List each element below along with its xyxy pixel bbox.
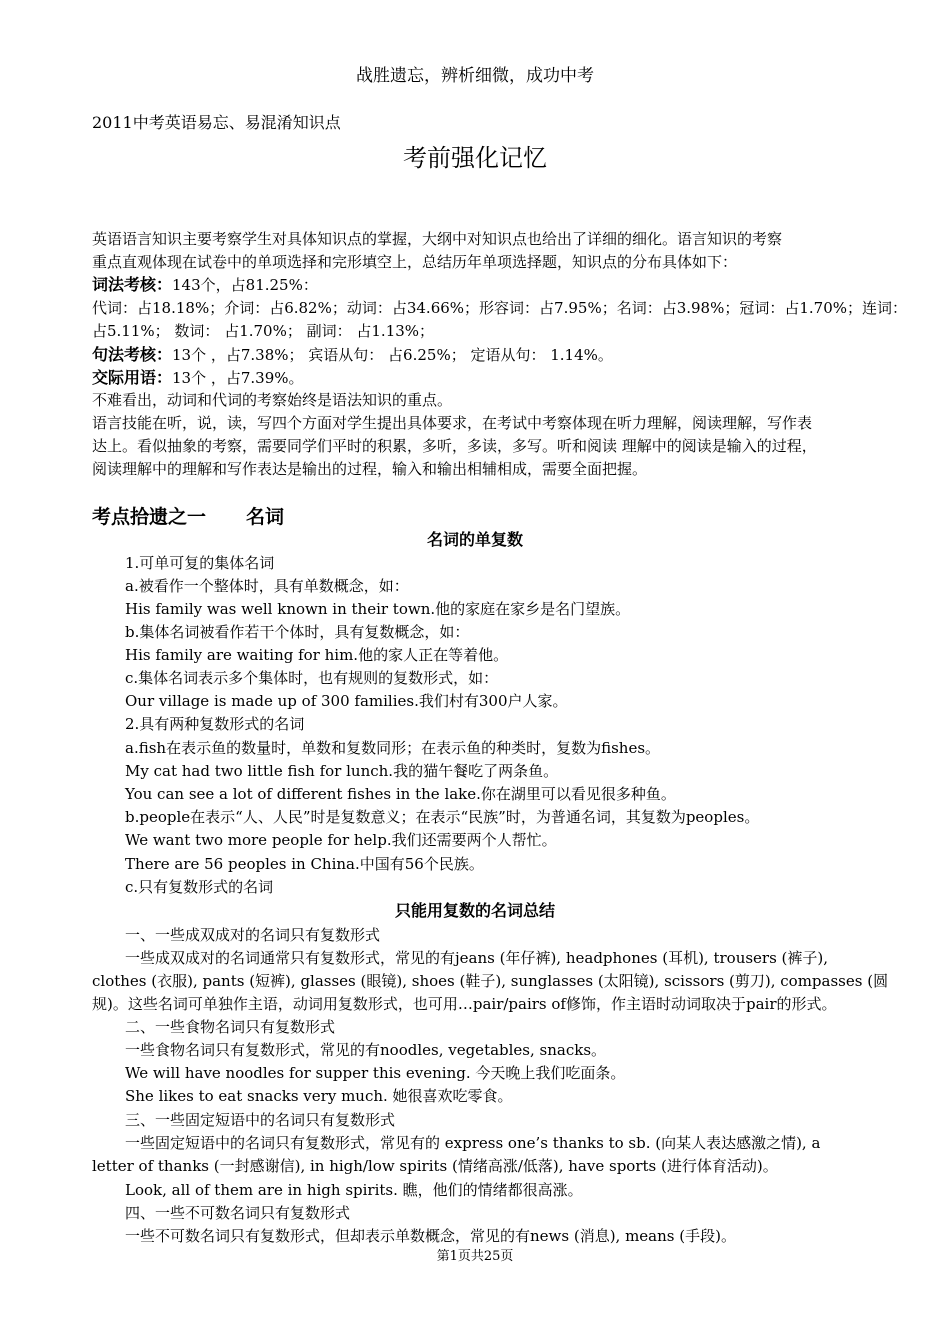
body-line: We want two more people for help.我们还需要两个人帮忙。	[125, 831, 557, 849]
intro-line: 英语语言知识主要考察学生对具体知识点的掌握，大纲中对知识点也给出了详细的细化。语言知识的考察	[92, 230, 783, 248]
body-line: We will have noodles for supper this evening. 今天晚上我们吃面条。	[125, 1064, 626, 1082]
body-line: a.被看作一个整体时，具有单数概念，如：	[125, 577, 409, 595]
body-line: You can see a lot of different fishes in the lake.你在湖里可以看见很多种鱼。	[125, 785, 676, 803]
page-header: 战胜遗忘，辨析细微，成功中考	[356, 66, 594, 86]
body-line: 1.可单可复的集体名词	[125, 554, 275, 572]
jiaoji-text: 13个 ，占7.39%。	[172, 369, 304, 387]
jiaoji-row	[92, 368, 304, 388]
body-line: 一、一些成双成对的名词只有复数形式	[125, 926, 381, 944]
body-line: Look, all of them are in high spirits. 瞧，他们的情绪都很高涨。	[125, 1181, 583, 1199]
page-footer: 第1页共25页	[436, 1249, 514, 1264]
body-line: His family are waiting for him.他的家人正在等着他。	[125, 646, 509, 664]
body-line: 一些固定短语中的名词只有复数形式，常见有的 express one’s thanks to sb. (向某人表达感激之情), a	[125, 1134, 821, 1152]
subheading: 名词的单复数	[426, 530, 523, 549]
intro-line: 阅读理解中的理解和写作表达是输出的过程，输入和输出相辅相成，需要全面把握。	[92, 460, 648, 478]
body-line: clothes (衣服), pants (短裤), glasses (眼镜), shoes (鞋子), sunglasses (太阳镜), scissors (剪刀), compasses (圆	[92, 972, 889, 990]
section-heading	[92, 505, 284, 529]
body-line: 三、一些固定短语中的名词只有复数形式	[125, 1111, 396, 1129]
body-line: His family was well known in their town.他的家庭在家乡是名门望族。	[125, 600, 631, 618]
body-line: She likes to eat snacks very much. 她很喜欢吃零食。	[125, 1087, 513, 1105]
jufa-text: 13个 ，占7.38%； 宾语从句： 占6.25%； 定语从句： 1.14%。	[172, 346, 613, 364]
cifa-row	[92, 275, 318, 295]
body-line: 2.具有两种复数形式的名词	[125, 715, 305, 733]
body-line: b.people在表示“人、人民”时是复数意义；在表示“民族”时，为普通名词，其复数为peoples。	[125, 808, 760, 826]
body-line: b.集体名词被看作若干个体时，具有复数概念，如：	[125, 623, 470, 641]
document-title: 2011中考英语易忘、易混淆知识点	[92, 113, 341, 132]
body-line: 一些成双成对的名词通常只有复数形式，常见的有jeans (年仔裤), headphones (耳机), trousers (裤子),	[125, 949, 829, 967]
jiaoji-label: 交际用语：	[92, 368, 173, 387]
jufa-label: 句法考核：	[92, 345, 173, 364]
body-line: Our village is made up of 300 families.我们村有300户人家。	[125, 692, 568, 710]
body-line: a.fish在表示鱼的数量时，单数和复数同形；在表示鱼的种类时，复数为fishes。	[125, 739, 661, 757]
cifa-detail-line: 占5.11%； 数词： 占1.70%； 副词： 占1.13%；	[92, 322, 435, 340]
intro-line: 达上。看似抽象的考察，需要同学们平时的积累，多听，多读，多写。听和阅读 理解中的阅读是输入的过程，	[92, 437, 817, 455]
body-line: My cat had two little fish for lunch.我的猫午餐吃了两条鱼。	[125, 762, 559, 780]
subheading: 只能用复数的名词总结	[394, 901, 555, 920]
body-line: 一些食物名词只有复数形式，常见的有noodles, vegetables, snacks。	[125, 1041, 607, 1059]
body-line: letter of thanks (一封感谢信), in high/low spirits (情绪高涨/低落), have sports (进行体育活动)。	[92, 1157, 778, 1175]
body-line: 四、一些不可数名词只有复数形式	[125, 1204, 351, 1222]
note-line: 不难看出，动词和代词的考察始终是语法知识的重点。	[92, 391, 453, 409]
body-line: c.集体名词表示多个集体时，也有规则的复数形式，如：	[125, 669, 499, 687]
cifa-detail-line: 代词：占18.18%；介词：占6.82%；动词：占34.66%；形容词：占7.95%；名词：占3.98%；冠词：占1.70%；连词：	[92, 299, 907, 317]
section-topic: 名词	[246, 506, 285, 528]
body-line: 一些不可数名词只有复数形式，但却表示单数概念，常见的有news (消息), means (手段)。	[125, 1227, 736, 1245]
body-line: c.只有复数形式的名词	[125, 878, 274, 896]
jufa-row	[92, 345, 613, 365]
intro-line: 语言技能在听，说，读，写四个方面对学生提出具体要求，在考试中考察体现在听力理解，阅读理解，写作表	[92, 414, 813, 432]
section-title: 考点拾遗之一	[92, 506, 207, 528]
main-title: 考前强化记忆	[403, 144, 547, 172]
body-line: 规)。这些名词可单独作主语，动词用复数形式，也可用…pair/pairs of修饰，作主语时动词取决于pair的形式。	[92, 995, 837, 1013]
body-line: 二、一些食物名词只有复数形式	[125, 1018, 336, 1036]
body-line: There are 56 peoples in China.中国有56个民族。	[125, 855, 484, 873]
cifa-text: 143个，占81.25%：	[172, 276, 318, 294]
intro-line: 重点直观体现在试卷中的单项选择和完形填空上，总结历年单项选择题，知识点的分布具体如下：	[92, 253, 738, 271]
cifa-label: 词法考核：	[92, 275, 173, 294]
